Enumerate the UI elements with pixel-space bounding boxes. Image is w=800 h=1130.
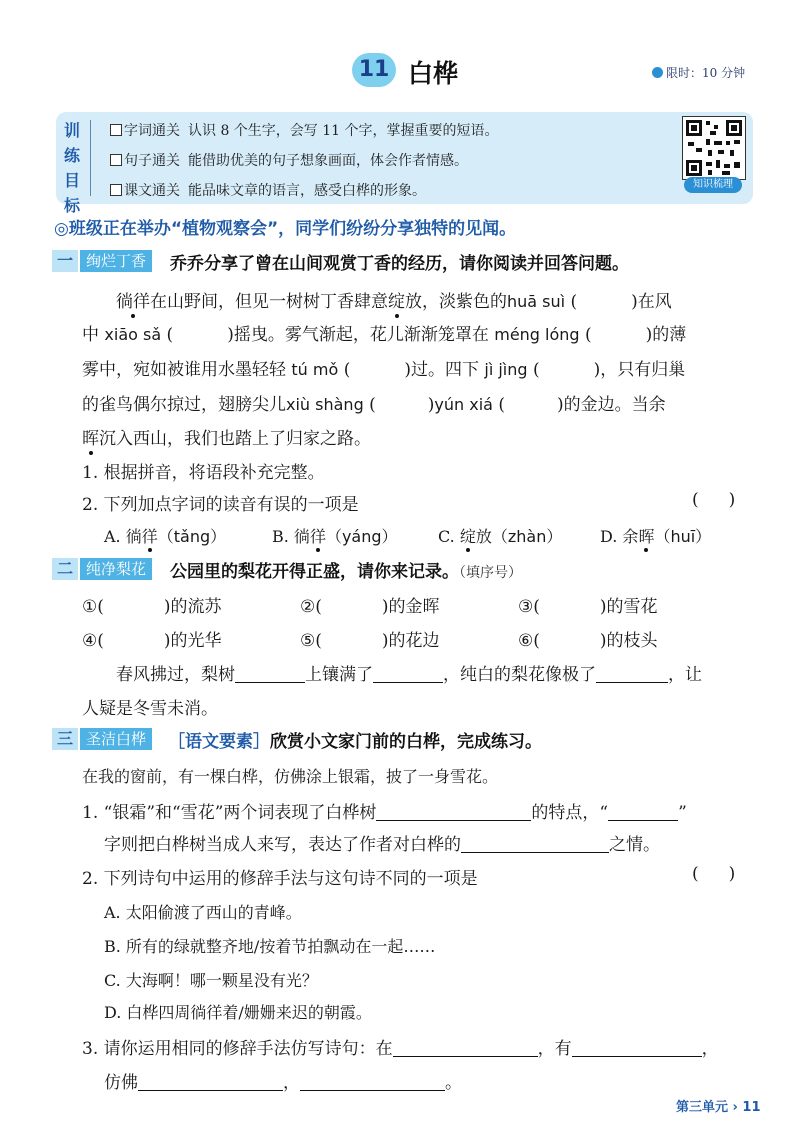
item-number: ② [300,597,316,617]
dotted-word: 绽 [388,292,405,312]
checkbox-icon [110,124,122,136]
answer-blank[interactable]: ( ) [166,325,234,345]
item-text: 的光华 [170,631,222,651]
section3-tag: 圣洁白桦 [80,728,152,750]
s3-question-3-cont [104,1068,462,1093]
goal-item-words [110,120,499,140]
answer-choice-blank[interactable]: ( ) [692,490,736,510]
section2-number: 二 [52,558,78,580]
pinyin: xiù shàng [286,395,364,414]
fill-item[interactable]: ①( )的流苏 [82,597,222,617]
fill-blank[interactable] [461,836,609,853]
section3-title-text: 欣赏小文家门前的白桦，完成练习。 [270,732,542,752]
goal-item-sentences [110,150,468,170]
goals-label [60,118,84,218]
fill-item[interactable]: ⑤( )的花边 [300,631,440,651]
passage-line-2 [82,320,686,345]
sentence-text: ，让 [668,665,702,685]
question-text: ，有 [537,1039,572,1059]
option-label: 放 [475,527,492,546]
item-number: ① [82,597,98,617]
s3-question-1 [82,798,687,823]
fill-blank[interactable] [373,666,443,683]
s3-option-d[interactable]: D. 白桦四周徜徉着/姗姗来迟的朝霞。 [104,1003,372,1022]
dotted-word: 徉 [309,527,326,546]
fill-item[interactable]: ④( )的光华 [82,631,222,651]
question-text: 之情。 [609,835,660,855]
section2-note: （填序号） [459,565,522,581]
lesson-number-badge: 11 [352,53,396,87]
time-limit [652,64,745,81]
pinyin: （tǎng） [157,527,227,546]
answer-blank[interactable]: ( ) [498,395,564,415]
passage-text: 放，淡紫色的 [405,292,507,312]
dotted-word: 徜徉 [116,292,150,312]
goal-text: 能品味文章的语言，感受白桦的形象。 [188,183,426,199]
item-text: 的枝头 [606,631,658,651]
s3-question-2: 2. 下列诗句中运用的修辞手法与这句诗不同的一项是 [82,869,478,889]
item-text: 的金晖 [388,597,440,617]
section3-number: 三 [52,728,78,750]
s1-option-a[interactable] [104,524,226,547]
passage-line-3 [82,355,685,380]
checkbox-icon [110,184,122,196]
item-number: ③ [518,597,534,617]
passage-text: 中 [82,325,99,345]
s1-question-1: 1. 根据拼音，将语段补充完整。 [82,463,325,483]
goals-label-char: 标 [63,196,80,215]
goal-text: 认识 8 个生字，会写 11 个字，掌握重要的短语。 [188,123,499,139]
pinyin: jì jìng [484,360,528,379]
question-text: 仿佛 [104,1073,138,1093]
s2-sentence-1 [116,660,702,685]
item-number: ⑤ [300,631,316,651]
passage-text: 在风 [637,292,672,312]
question-text: 。 [445,1073,462,1093]
passage-text: 摇曳。雾气渐起，花儿渐渐笼罩在 [233,325,489,345]
s3-option-a[interactable]: A. 太阳偷渡了西山的青峰。 [104,903,302,922]
passage-line-4 [82,390,666,415]
lesson-title: 白桦 [408,59,459,88]
qr-code[interactable] [682,116,746,180]
item-text: 的流苏 [170,597,222,617]
s3-option-c[interactable]: C. 大海啊！哪一颗星没有光？ [104,971,318,990]
goal-name: 课文通关 [124,183,180,199]
passage-text: 的雀鸟偶尔掠过，翅膀尖儿 [82,395,286,415]
passage-text: 沉入西山，我们也踏上了归家之路。 [99,429,371,449]
passage-text: 在山野间，但见一树树丁香肆意 [150,292,388,312]
fill-blank[interactable] [596,666,668,683]
fill-blank[interactable] [608,804,678,821]
section1-tag: 绚烂丁香 [80,250,152,272]
time-limit-text: 限时：10 分钟 [666,66,746,80]
passage-text: 过。四下 [410,360,479,380]
section2-tag: 纯净梨花 [80,558,152,580]
s3-intro: 在我的窗前，有一棵白桦，仿佛涂上银霜，披了一身雪花。 [82,767,499,786]
item-number: ⑥ [518,631,534,651]
goals-divider [90,120,91,196]
goal-name: 句子通关 [124,153,180,169]
qr-caption: 知识梳理 [684,177,742,193]
section3-title [168,727,542,752]
passage-text: 的薄 [652,325,687,345]
sentence-text: 上镶满了 [305,665,373,685]
passage-line-1 [116,287,672,312]
fill-blank[interactable] [376,804,531,821]
answer-blank[interactable]: ( ) [532,360,601,380]
sentence-text: 春风拂过，梨树 [116,665,235,685]
s3-question-1-cont [104,830,660,855]
s3-option-b[interactable]: B. 所有的绿就整齐地/按着节拍飘动在一起…… [104,937,436,956]
s1-option-b[interactable] [272,524,398,547]
question-text: 的特点，“ [531,803,609,823]
clock-icon [652,67,663,78]
pinyin: （yáng） [325,527,398,546]
goals-label-char: 训 [63,121,80,140]
question-text: ， [701,1039,719,1059]
checkbox-icon [110,154,122,166]
section1-title: 乔乔分享了曾在山间观赏丁香的经历，请你阅读并回答问题。 [170,254,629,274]
question-text: 字则把白桦树当成人来写，表达了作者对白桦的 [104,835,461,855]
fill-blank[interactable] [235,666,305,683]
pinyin: tú mǒ [291,360,339,379]
passage-text: ，只有归巢 [600,360,686,380]
goal-item-text [110,180,426,200]
pinyin: méng lóng [494,325,580,344]
answer-blank[interactable]: ( ) [584,325,653,345]
s2-sentence-2: 人疑是冬雪未消。 [82,699,218,719]
option-label: A. 徜 [104,527,142,546]
section2-title-text: 公园里的梨花开得正盛，请你来记录。 [170,562,459,582]
passage-text: 的金边。当余 [563,395,666,415]
question-text: 1. “银霜”和“雪花”两个词表现了白桦树 [82,803,377,823]
dotted-word: 徉 [141,527,158,546]
sentence-text: ，纯白的梨花像极了 [443,665,596,685]
goals-label-char: 目 [63,171,80,190]
item-text: 的雪花 [606,597,658,617]
page-footer: 第三单元 › 11 [676,1100,761,1115]
fill-blank[interactable] [572,1040,702,1057]
qr-code-icon [683,117,745,179]
fill-blank[interactable] [300,1074,445,1091]
pinyin: （zhàn） [491,527,563,546]
s1-question-2: 2. 下列加点字词的读音有误的一项是 [82,495,359,515]
question-text: 3. 请你运用相同的修辞手法仿写诗句：在 [82,1039,393,1059]
dotted-word: 晖 [82,429,99,449]
fill-blank[interactable] [138,1074,283,1091]
fill-item[interactable]: ⑥( )的枝头 [518,631,658,651]
s1-option-c[interactable] [438,524,562,547]
goals-label-char: 练 [63,146,80,165]
item-number: ④ [82,631,98,651]
answer-blank[interactable]: ( ) [343,360,411,380]
dotted-word: 绽 [459,527,476,546]
section1-number: 一 [52,250,78,272]
dotted-word: 晖 [638,527,655,546]
s1-option-d[interactable] [600,524,711,547]
pinyin: （huī） [654,527,712,546]
item-text: 的花边 [388,631,440,651]
pinyin: yún xiá [434,395,493,414]
pinyin: huā suì [507,292,566,311]
section2-title [170,557,522,582]
passage-line-5 [82,424,371,449]
option-label: B. 徜 [272,527,310,546]
fill-item[interactable]: ③( )的雪花 [518,597,658,617]
answer-choice-blank[interactable]: ( ) [692,864,736,884]
fill-item[interactable]: ②( )的金晖 [300,597,440,617]
passage-text: 雾中，宛如被谁用水墨轻轻 [82,360,286,380]
answer-blank[interactable]: ( ) [570,292,638,312]
goal-text: 能借助优美的句子想象画面，体会作者情感。 [188,153,468,169]
question-text: ” [678,803,687,823]
question-text: ， [283,1073,300,1093]
option-label: C. [438,527,460,546]
option-label: D. 余 [600,527,639,546]
answer-blank[interactable]: ( ) [369,395,435,415]
s3-question-3 [82,1034,719,1059]
goal-name: 字词通关 [124,123,180,139]
scenario-intro: ◎班级正在举办“植物观察会”，同学们纷纷分享独特的见闻。 [54,219,517,239]
pinyin: xiāo sǎ [104,325,162,344]
fill-blank[interactable] [393,1040,538,1057]
section3-element-tag: ［语文要素］ [168,732,270,752]
